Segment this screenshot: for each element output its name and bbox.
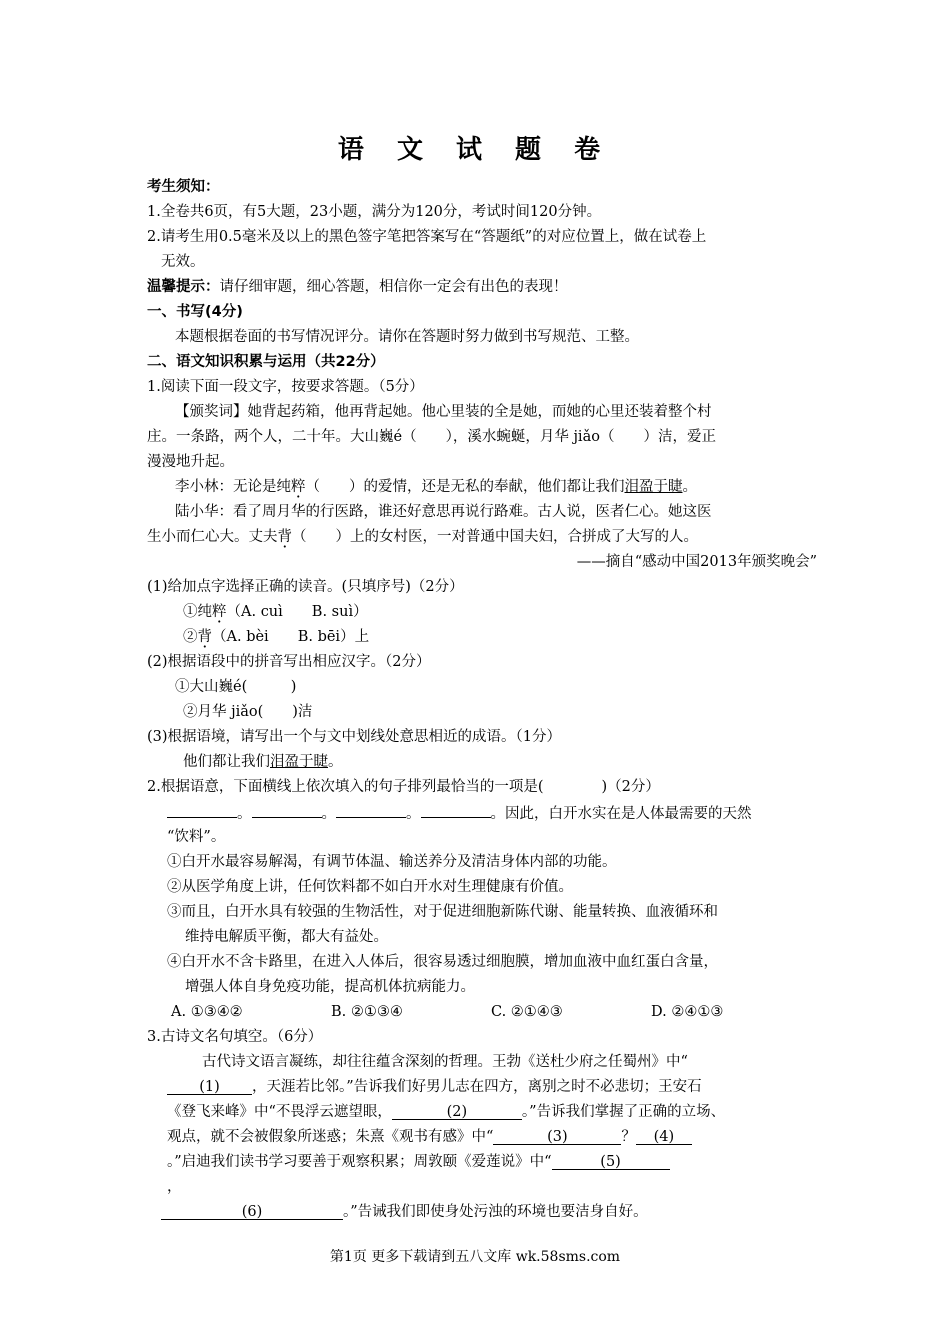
q1-passage-3b [147, 525, 817, 550]
text-span: ② [183, 629, 198, 645]
q3-line-6: ， [167, 1179, 182, 1195]
tip-text: 请仔细审题，细心答题，相信你一定会有出色的表现！ [219, 279, 568, 295]
text-span: （A. bèi B. bēi）上 [212, 629, 370, 645]
q1-sub2-a: ①大山巍é( ) [175, 679, 297, 695]
q1-source: ——摘自“感动中国2013年颁奖晚会” [576, 554, 817, 570]
underlined-phrase: 泪盈于睫 [270, 754, 328, 770]
answer-blank-6[interactable]: (6) [161, 1202, 343, 1220]
text-span: （A. cuì B. suì） [226, 604, 368, 620]
q1-passage-2 [147, 475, 817, 500]
text-span: （ ）上的女村医，一对普通中国夫妇，合拼成了大写的人。 [292, 529, 698, 545]
tip-label: 温馨提示： [147, 279, 220, 295]
text-span: 。 [328, 754, 343, 770]
text-span: 。因此，白开水实在是人体最需要的天然 [490, 806, 752, 822]
answer-blank[interactable] [167, 800, 237, 818]
dotted-char: 背 [277, 529, 292, 545]
q2-lead-2: “饮料”。 [167, 829, 226, 845]
answer-blank-1[interactable]: (1) [167, 1077, 252, 1095]
page-title: 语 文 试 题 卷 [337, 135, 613, 165]
text-span: （ ）的爱情，还是无私的奉献，他们都让我们 [305, 479, 625, 495]
text-span: ①纯 [183, 604, 212, 620]
q1-passage-1a: 【颁奖词】她背起药箱，他再背起她。他心里装的全是她，而她的心里还装着整个村 [175, 404, 712, 420]
q1-sub3-a [147, 750, 817, 775]
notice-item-2: 2.请考生用0.5毫米及以上的黑色签字笔把答案写在“答题纸”的对应位置上，做在试卷上 [147, 229, 707, 245]
q2-option-4a: ④白开水不含卡路里，在进入人体后，很容易透过细胞膜，增加血液中血红蛋白含量， [167, 954, 718, 970]
page-footer: 第1页 更多下载请到五八文库 wk.58sms.com [329, 1249, 621, 1265]
q2-option-2: ②从医学角度上讲，任何饮料都不如白开水对生理健康有价值。 [167, 879, 573, 895]
q2-option-4b: 增强人体自身免疫功能，提高机体抗病能力。 [185, 979, 475, 995]
q3-line-4 [147, 1125, 817, 1150]
text-span: 。 [321, 806, 336, 822]
text-span: 。”告诉我们掌握了正确的立场、 [521, 1104, 726, 1120]
q2-option-1: ①白开水最容易解渴，有调节体温、输送养分及清洁身体内部的功能。 [167, 854, 617, 870]
q2-lead [147, 800, 817, 825]
answer-blank-3[interactable]: (3) [493, 1127, 621, 1145]
text-span: 观点，就不会被假象所迷惑；朱熹《观书有感》中“ [167, 1129, 494, 1145]
text-span: 。 [237, 806, 252, 822]
text-span: 李小林：无论是纯 [175, 479, 291, 495]
q1-passage-3a: 陆小华：看了周月华的行医路，谁还好意思再说行路难。古人说，医者仁心。她这医 [175, 504, 712, 520]
choice-c[interactable]: C. ②①④③ [491, 1004, 563, 1020]
exam-content [147, 175, 817, 1225]
answer-blank[interactable] [336, 800, 406, 818]
answer-blank-4[interactable]: (4) [636, 1127, 692, 1145]
choice-d[interactable]: D. ②④①③ [651, 1004, 724, 1020]
dotted-char: 粹 [212, 604, 227, 620]
section1-text: 本题根据卷面的书写情况评分。请你在答题时努力做到书写规范、工整。 [175, 329, 639, 345]
q2-stem: 2.根据语意，下面横线上依次填入的句子排列最恰当的一项是( )（2分） [147, 779, 660, 795]
q1-sub3: (3)根据语境，请写出一个与文中划线处意思相近的成语。（1分） [147, 729, 562, 745]
tip-line [147, 275, 817, 300]
q1-stem: 1.阅读下面一段文字，按要求答题。（5分） [147, 379, 424, 395]
choice-a[interactable]: A. ①③④② [171, 1004, 243, 1020]
text-span: 。”启迪我们读书学习要善于观察积累；周敦颐《爱莲说》中“ [167, 1154, 552, 1170]
q1-sub2: (2)根据语段中的拼音写出相应汉字。（2分） [147, 654, 431, 670]
underlined-phrase: 泪盈于睫 [624, 479, 683, 495]
q1-sub1-b [147, 625, 817, 650]
section2-heading: 二、语文知识积累与运用（共22分） [147, 354, 385, 370]
q2-choices [147, 1000, 817, 1025]
text-span: 他们都让我们 [183, 754, 270, 770]
dotted-char: 粹 [291, 479, 306, 495]
dotted-char: 背 [197, 629, 212, 645]
section1-heading: 一、书写(4分) [147, 304, 243, 320]
text-span: 。 [682, 479, 697, 495]
text-span: 生小而仁心大。丈夫 [147, 529, 278, 545]
q3-line-5 [147, 1150, 817, 1175]
q1-sub2-b: ②月华 jiǎo( )洁 [183, 704, 313, 720]
choice-b[interactable]: B. ②①③④ [331, 1004, 403, 1020]
q3-line-3 [147, 1100, 817, 1125]
q2-option-3a: ③而且，白开水具有较强的生物活性，对于促进细胞新陈代谢、能量转换、血液循环和 [167, 904, 718, 920]
answer-blank[interactable] [252, 800, 322, 818]
q1-passage-1b: 庄。一条路，两个人，二十年。大山巍é（ ），溪水蜿蜒，月华 jiǎo（ ）洁，爱正 [147, 429, 716, 445]
notice-heading: 考生须知： [147, 179, 220, 195]
notice-item-1: 1.全卷共6页，有5大题，23小题，满分为120分，考试时间120分钟。 [147, 204, 602, 220]
q1-sub1: (1)给加点字选择正确的读音。(只填序号)（2分） [147, 579, 464, 595]
q3-line-2 [147, 1075, 817, 1100]
answer-blank-2[interactable]: (2) [392, 1102, 522, 1120]
answer-blank-5[interactable]: (5) [552, 1152, 670, 1170]
text-span: 。”告诫我们即使身处污浊的环境也要洁身自好。 [343, 1204, 648, 1220]
text-span: ？ [621, 1129, 636, 1145]
text-span: 《登飞来峰》中“不畏浮云遮望眼， [167, 1104, 392, 1120]
text-span: 。 [406, 806, 421, 822]
q1-sub1-a [147, 600, 817, 625]
q3-line-7 [147, 1200, 817, 1225]
answer-blank[interactable] [421, 800, 491, 818]
q3-line-1: 古代诗文语言凝练，却往往蕴含深刻的哲理。王勃《送杜少府之任蜀州》中“ [202, 1054, 688, 1070]
q3-stem: 3.古诗文名句填空。（6分） [147, 1029, 323, 1045]
q2-option-3b: 维持电解质平衡，都大有益处。 [185, 929, 388, 945]
q1-passage-1c: 漫漫地升起。 [147, 454, 234, 470]
text-span: ，天涯若比邻。”告诉我们好男儿志在四方，离别之时不必悲切；王安石 [252, 1079, 702, 1095]
notice-item-2-cont: 无效。 [161, 254, 205, 270]
